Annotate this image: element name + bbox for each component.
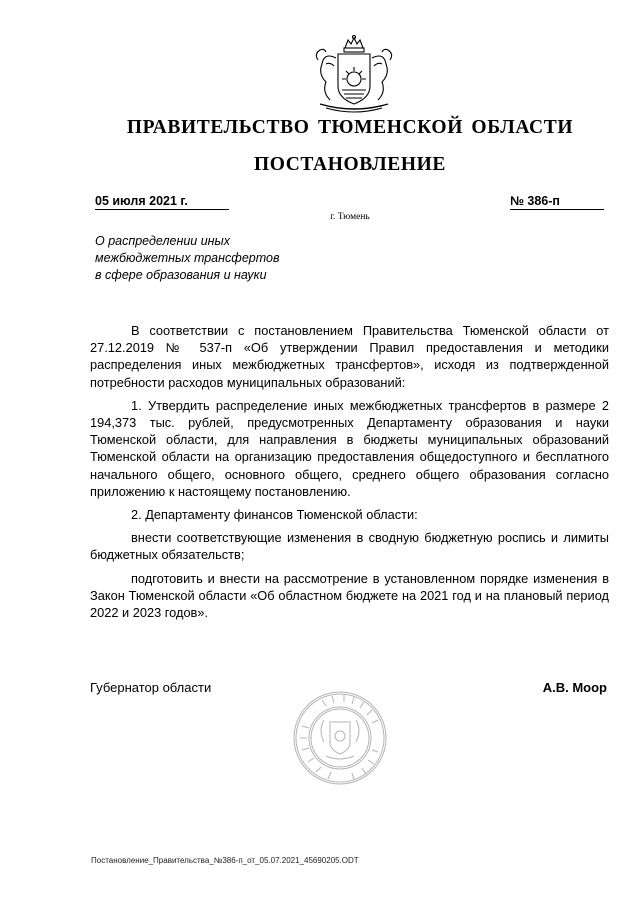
coat-of-arms-emblem bbox=[296, 34, 406, 116]
document-body bbox=[90, 322, 609, 627]
body-paragraph: внести соответствующие изменения в сводную бюджетную роспись и лимиты бюджетных обязательств; bbox=[90, 530, 609, 563]
body-paragraph: подготовить и внести на рассмотрение в установленном порядке изменения в Закон Тюменской области «Об областном бюджете на 2021 год и на плановый период 2022 и 2023 годов». bbox=[90, 570, 609, 621]
subject-line: О распределении иных bbox=[95, 234, 230, 248]
body-paragraph: В соответствии с постановлением Правительства Тюменской области от 27.12.2019 № 537-п «Об утверждении Правил предоставления и методики распределения иных межбюджетных трансфертов», исходя из подтвержденной потребности расходов муниципальных образований: bbox=[90, 323, 609, 390]
document-type: ПОСТАНОВЛЕНИЕ bbox=[253, 154, 447, 175]
signer-title: Губернатор области bbox=[90, 680, 212, 695]
official-seal-stamp bbox=[292, 690, 388, 786]
footer-file-name: Постановление_Правительства_№386-п_от_05.07.2021_45690205.ODT bbox=[91, 856, 359, 865]
document-number: № 386-п bbox=[510, 194, 604, 210]
document-subject bbox=[95, 233, 355, 284]
signer-name: А.В. Моор bbox=[542, 680, 607, 695]
body-paragraph: 2. Департаменту финансов Тюменской области: bbox=[131, 507, 418, 523]
document-city: г. Тюмень bbox=[330, 212, 370, 222]
government-title: ПРАВИТЕЛЬСТВО ТЮМЕНСКОЙ ОБЛАСТИ bbox=[126, 117, 574, 138]
document-date: 05 июля 2021 г. bbox=[95, 194, 229, 210]
subject-line: межбюджетных трансфертов bbox=[95, 251, 280, 265]
body-paragraph: 1. Утвердить распределение иных межбюджетных трансфертов в размере 2 194,373 тыс. рублей, предусмотренных Департаменту образования и науки Тюменской области, для направления в бюджеты муниципальных образований Тюменской области на организацию предоставления общедоступного и бесплатного начального общего, основного общего, среднего общего образования согласно приложению к настоящему постановлению. bbox=[90, 397, 609, 499]
subject-line: в сфере образования и науки bbox=[95, 268, 267, 282]
